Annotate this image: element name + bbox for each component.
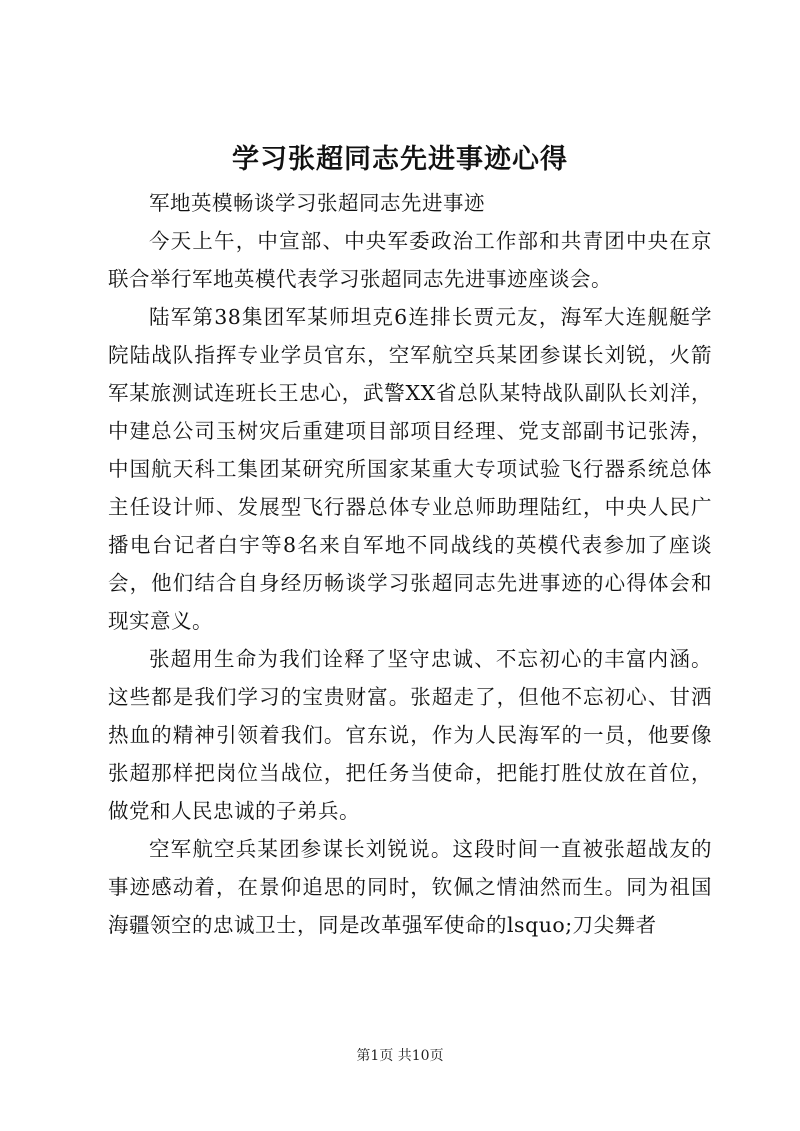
- paragraph: 张超用生命为我们诠释了坚守忠诚、不忘初心的丰富内涵。这些都是我们学习的宝贵财富。张超走了，但他不忘初心、甘洒热血的精神引领着我们。官东说，作为人民海军的一员，他要像张超那样把岗位当战位，把任务当使命，把能打胜仗放在首位，做党和人民忠诚的子弟兵。: [108, 647, 712, 823]
- paragraph: 陆军第38集团军某师坦克6连排长贾元友，海军大连舰艇学院陆战队指挥专业学员官东，空军航空兵某团参谋长刘锐，火箭军某旅测试连班长王忠心，武警XX省总队某特战队副队长刘洋，中建总公司玉树灾后重建项目部项目经理、党支部副书记张涛，中国航天科工集团某研究所国家某重大专项试验飞行器系统总体主任设计师、发展型飞行器总体专业总师助理陆红，中央人民广播电台记者白宇等8名来自军地不同战线的英模代表参加了座谈会，他们结合自身经历畅谈学习张超同志先进事迹的心得体会和现实意义。: [108, 305, 712, 633]
- paragraph-subtitle: 军地英模畅谈学习张超同志先进事迹: [149, 191, 485, 215]
- paragraph: 空军航空兵某团参谋长刘锐说。这段时间一直被张超战友的事迹感动着，在景仰追思的同时，钦佩之情油然而生。同为祖国海疆领空的忠诚卫士，同是改革强军使命的lsquo;刀尖舞者: [108, 837, 712, 937]
- document-body: [108, 184, 712, 944]
- paragraph: 今天上午，中宣部、中央军委政治工作部和共青团中央在京联合举行军地英模代表学习张超同志先进事迹座谈会。: [108, 229, 712, 291]
- page-footer: 第1页 共10页: [356, 1048, 444, 1064]
- document-title: 学习张超同志先进事迹心得: [232, 144, 568, 175]
